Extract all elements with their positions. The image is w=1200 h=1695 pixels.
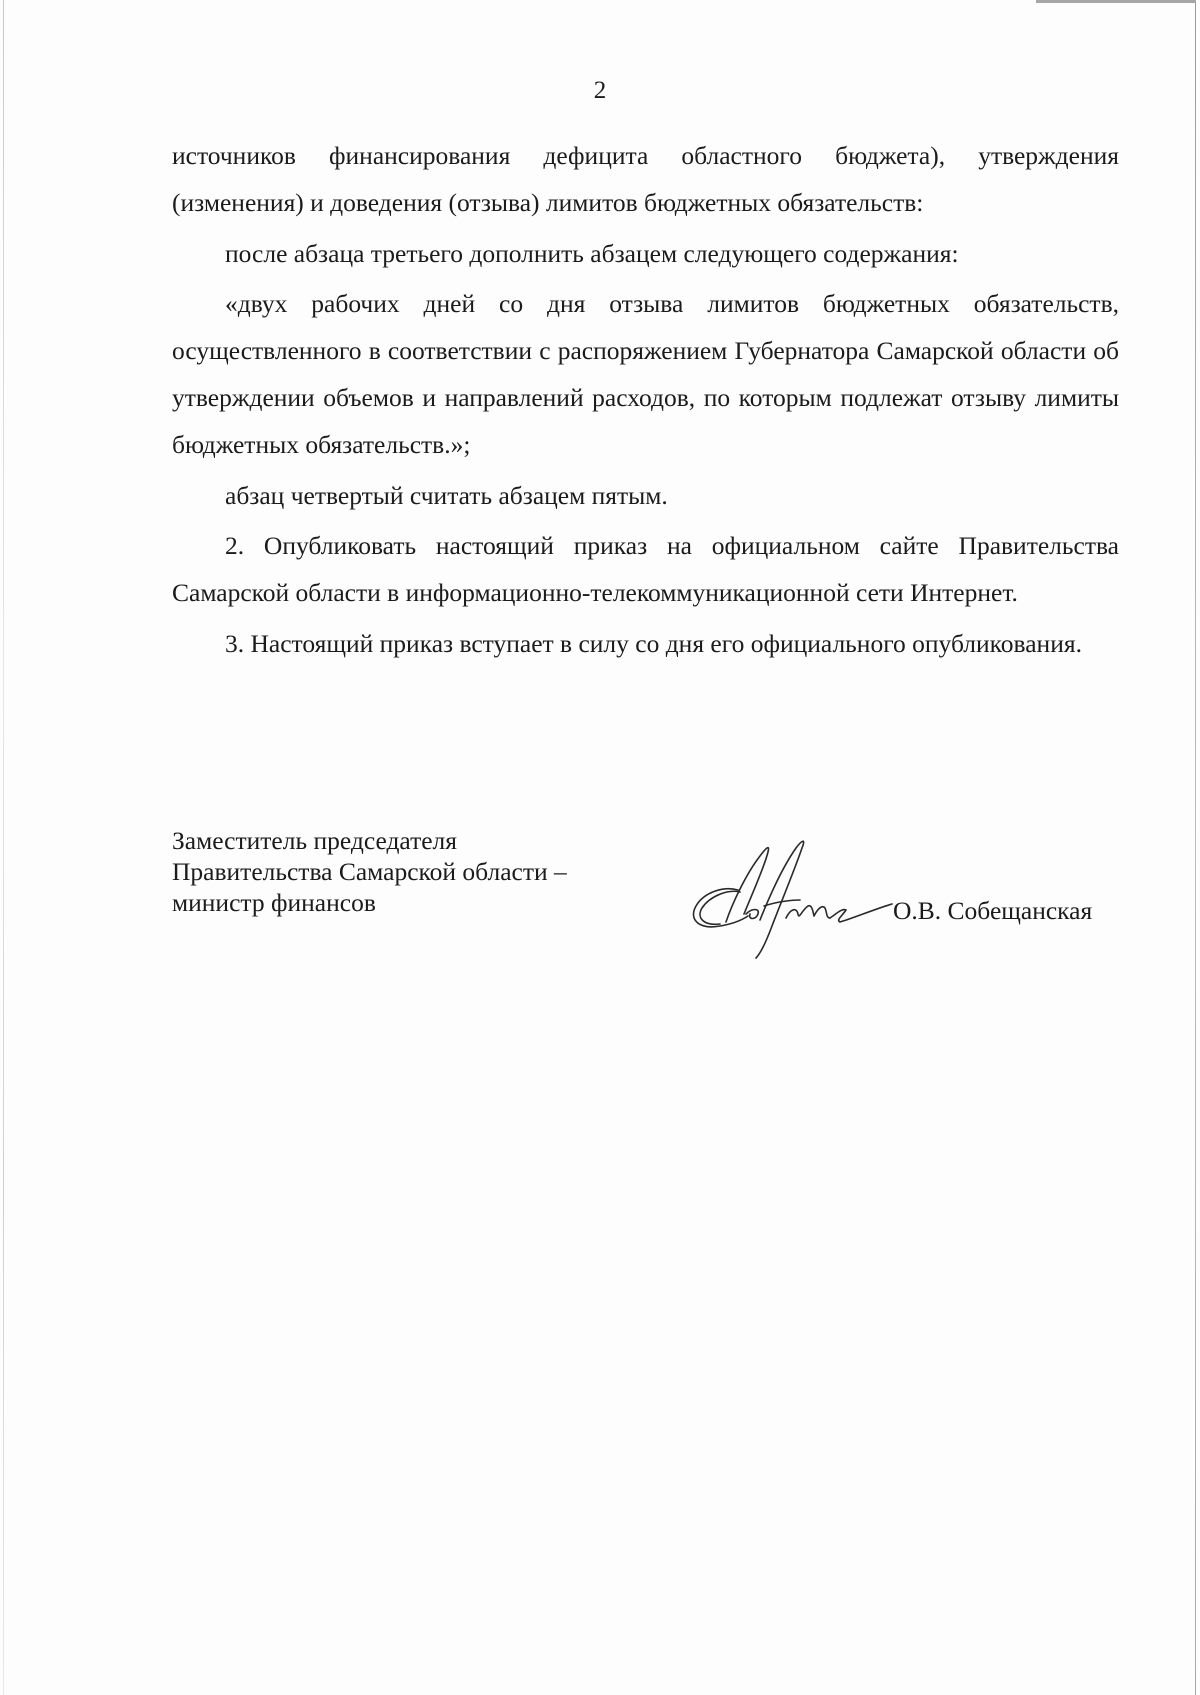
page-number: 2 [593,77,607,104]
paragraph-item-3: 3. Настоящий приказ вступает в силу со дня его официального опубликования. [225,628,1082,658]
position-line: Правительства Самарской области – [172,857,567,886]
scan-edge-right [1195,0,1196,1695]
position-line: министр финансов [172,888,376,917]
paragraph-instruction: после абзаца третьего дополнить абзацем следующего содержания: [225,238,959,268]
paragraph-item-2: 2. Опубликовать настоящий приказ на официальном сайте Правительства Самарской области в информационно-телекоммуникационной сети Интернет. [172,531,1119,608]
document-body [172,133,1119,668]
paragraph-renumbering: абзац четвертый считать абзацем пятым. [225,480,668,510]
paragraph-quoted-amendment: «двух рабочих дней со дня отзыва лимитов бюджетных обязательств, осуществленного в соответствии с распоряжением Губернатора Самарской области об утверждении объемов и направлений расходов, по которым подлежат отзыву лимиты бюджетных обязательств.»; [172,289,1119,459]
signatory-name: О.В. Собещанская [893,896,1093,925]
scan-edge-left [3,0,4,1695]
handwritten-signature [686,834,896,960]
paragraph-continuation: источников финансирования дефицита областного бюджета), утверждения (изменения) и доведения (отзыва) лимитов бюджетных обязательств: [172,141,1119,217]
signatory-position [172,825,632,918]
scan-edge-top [1036,0,1196,3]
position-line: Заместитель председателя [172,826,457,855]
